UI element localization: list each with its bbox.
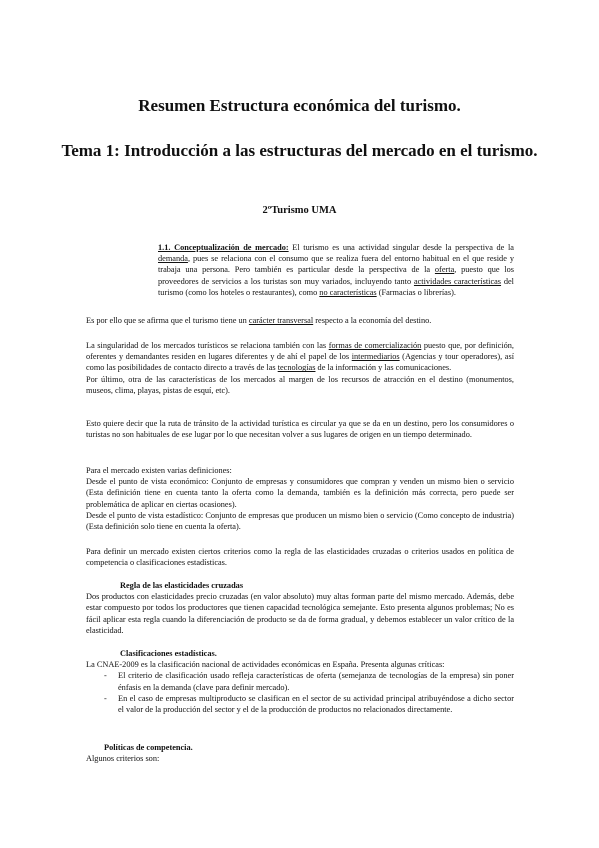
document-subtitle: Tema 1: Introducción a las estructuras del mercado en el turismo. <box>61 141 538 160</box>
text: respecto a la economía del destino. <box>313 316 432 325</box>
text-underlined: oferta <box>434 265 455 275</box>
paragraph-criterios <box>86 546 514 568</box>
text: (Farmacias o librerías). <box>376 287 456 297</box>
paragraph: Algunos criterios son: <box>86 754 160 764</box>
paragraph: Dos productos con elasticidades precio cruzadas (en valor absoluto) muy altas forman parte del mismo mercado. Además, debe estar compuesto por todos los productores que tienen capacidad tecnológica semejante. Esto presenta algunos problemas; No es fácil aplicar esta regla cuando la diferenciación de producto se da de forma gradual, y debemos establecer un valor crítico de la elasticidad. <box>86 592 514 635</box>
paragraph-singularidad <box>86 340 514 396</box>
paragraph: La CNAE-2009 es la clasificación nacional de actividades económicas en España. Presenta algunas críticas: <box>86 660 445 670</box>
text-underlined: actividades características <box>413 276 502 286</box>
text: , pues se relaciona con el consumo que se realiza fuera del entorno habitual en el que reside y trabaja una persona. Pero también es particular desde la perspectiva de la <box>158 254 514 275</box>
text: puesto que, por definición, oferentes y demandantes residen en lugares diferentes y de ahí el papel de los <box>86 341 514 362</box>
paragraph-transversal <box>86 315 514 326</box>
paragraph-definiciones <box>86 465 514 532</box>
list-item <box>86 670 514 692</box>
paragraph: Para definir un mercado existen ciertos criterios como la regla de las elasticidades cruzadas o criterios usados en política de competencia o clasificaciones estadísticas. <box>86 547 514 568</box>
text-underlined: tecnologías <box>277 363 316 373</box>
bullet-dash: - <box>104 693 107 703</box>
text-underlined: formas de comercialización <box>328 341 422 350</box>
section-heading: Regla de las elasticidades cruzadas <box>120 581 244 590</box>
bullet-dash: - <box>104 671 107 681</box>
text-underlined: demanda <box>158 254 188 264</box>
list-item-text: En el caso de empresas multiproducto se clasifican en el sector de su actividad principal atribuyéndose a dicho sector el valor de la producción del sector y el de la producción de productos no relacionados directamente. <box>118 693 514 715</box>
paragraph <box>86 340 514 374</box>
section-heading: 1.1. Conceptualización de mercado: <box>158 243 289 252</box>
list-item-text: El criterio de clasificación usado refleja características de oferta (semejanza de tecnologías de la empresa) sin poner énfasis en la demanda (clave para definir mercado). <box>118 671 514 692</box>
paragraph: Para el mercado existen varias definiciones: <box>86 466 232 475</box>
section-clasificaciones <box>86 648 514 715</box>
paragraph-ruta <box>86 418 514 440</box>
text: del turismo (como los hoteles o restaurantes), como <box>158 276 514 297</box>
text: de la información y las comunicaciones. <box>315 363 452 373</box>
section-politicas <box>86 742 514 764</box>
criticas-list <box>86 670 514 715</box>
section-heading: Políticas de competencia. <box>104 743 193 752</box>
text: Es por ello que se afirma que el turismo tiene un <box>86 316 249 325</box>
paragraph <box>86 242 514 298</box>
text: (Agencias y tour operadores), así como las posibilidades de contacto directo a través de las <box>86 352 515 373</box>
text: El turismo es una actividad singular desde la perspectiva de la <box>288 243 514 252</box>
paragraph: Esto quiere decir que la ruta de tránsito de la actividad turística es circular ya que se da en un destino, pero los consumidores o turistas no son habituales de ese lugar por lo que necesitan volver a sus lugares de origen en un tiempo determinado. <box>86 419 514 440</box>
text-underlined: no características <box>319 287 377 297</box>
text: La singularidad de los mercados turísticos se relaciona también con las <box>86 341 329 350</box>
section-elasticidades <box>86 580 514 636</box>
paragraph: Desde el punto de vista económico: Conjunto de empresas y consumidores que compran y venden un mismo bien o servicio (Esta definición tiene en cuenta tanto la oferta como la demanda, también es la definición más correcta, pero puede ser problemática de aplicar en ciertas ocasiones). <box>86 477 514 509</box>
document-title: Resumen Estructura económica del turismo. <box>138 96 461 115</box>
text: , puesto que los proveedores de servicios a los turistas son muy variados, incluyendo tanto <box>158 265 515 286</box>
text-underlined: intermediarios <box>351 352 400 362</box>
list-item <box>86 693 514 715</box>
text-underlined: carácter transversal <box>248 316 314 325</box>
paragraph: Por último, otra de las características de los mercados al margen de los recursos de atracción en el destino (monumentos, museos, clima, playas, pistas de esquí, etc). <box>86 374 514 395</box>
section-conceptualizacion <box>86 242 514 298</box>
paragraph <box>86 315 514 326</box>
paragraph: Desde el punto de vista estadístico: Conjunto de empresas que producen un mismo bien o servicio (Como concepto de industria) (Esta definición solo tiene en cuenta la oferta). <box>86 510 514 532</box>
course-label: 2ºTurismo UMA <box>262 205 337 216</box>
section-heading: Clasificaciones estadísticas. <box>120 649 217 658</box>
